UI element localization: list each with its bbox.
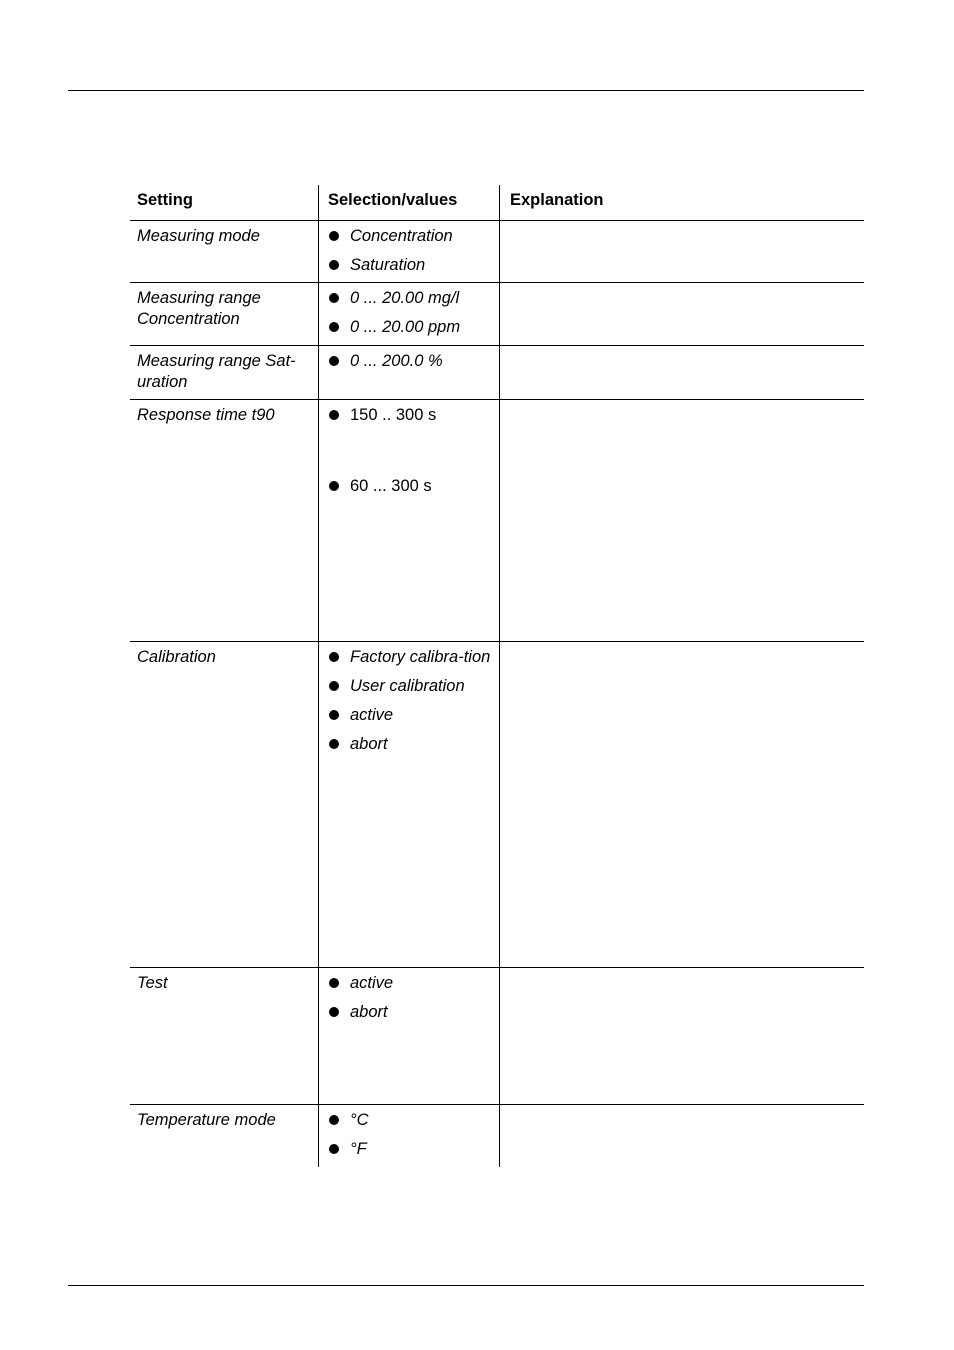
bullet-icon: [329, 1007, 339, 1017]
setting-cell: [130, 968, 318, 1104]
table-row: [130, 283, 864, 346]
list-item: Factory calibra-tion: [328, 647, 495, 668]
setting-cell: [130, 400, 318, 641]
table-row: [130, 346, 864, 400]
values-cell: [318, 346, 499, 399]
bullet-icon: [329, 710, 339, 720]
explanation-cell: [499, 400, 864, 641]
header-explanation: Explanation: [499, 185, 864, 220]
bullet-icon: [329, 322, 339, 332]
list-item: 0 ... 20.00 ppm: [328, 317, 495, 338]
explanation-cell: [499, 283, 864, 345]
list-item: °C: [328, 1110, 495, 1131]
settings-table: [130, 185, 864, 1167]
value-list: [328, 351, 495, 372]
table-row: [130, 221, 864, 283]
setting-label: Temperature mode: [137, 1111, 276, 1129]
bullet-icon: [329, 978, 339, 988]
list-item: User calibration: [328, 676, 495, 697]
list-item: °F: [328, 1139, 495, 1160]
setting-label: Measuring mode: [137, 227, 260, 245]
header-rule: [68, 90, 864, 91]
bullet-icon: [329, 260, 339, 270]
value-list: [328, 288, 495, 338]
value-list: [328, 973, 495, 1023]
table-header: [130, 185, 864, 221]
value-list: [328, 226, 495, 276]
bullet-icon: [329, 1144, 339, 1154]
setting-cell: [130, 283, 318, 345]
table-row: [130, 400, 864, 642]
list-item: abort: [328, 1002, 495, 1023]
values-cell: [318, 221, 499, 282]
setting-cell: [130, 221, 318, 282]
setting-cell: [130, 1105, 318, 1167]
setting-label: Measuring range Sat-uration: [137, 352, 296, 391]
setting-label: Measuring range Concentration: [137, 289, 261, 328]
value-list: [328, 405, 495, 497]
table-row: [130, 1105, 864, 1167]
table-row: [130, 642, 864, 968]
list-item: active: [328, 973, 495, 994]
bullet-icon: [329, 652, 339, 662]
list-item: Saturation: [328, 255, 495, 276]
bullet-icon: [329, 293, 339, 303]
header-selection-values: Selection/values: [318, 185, 499, 220]
table-row: [130, 968, 864, 1105]
bullet-icon: [329, 481, 339, 491]
values-cell: [318, 1105, 499, 1167]
setting-label: Test: [137, 974, 168, 992]
list-item: Concentration: [328, 226, 495, 247]
values-cell: [318, 968, 499, 1104]
bullet-icon: [329, 681, 339, 691]
explanation-cell: [499, 968, 864, 1104]
setting-label: Calibration: [137, 648, 216, 666]
setting-cell: [130, 346, 318, 399]
value-list: [328, 647, 495, 755]
setting-cell: [130, 642, 318, 967]
header-setting: Setting: [137, 191, 193, 209]
explanation-cell: [499, 346, 864, 399]
value-list: [328, 1110, 495, 1160]
setting-label: Response time t90: [137, 406, 275, 424]
bullet-icon: [329, 410, 339, 420]
explanation-cell: [499, 221, 864, 282]
bullet-icon: [329, 1115, 339, 1125]
list-item: 150 .. 300 s: [328, 405, 495, 426]
values-cell: [318, 283, 499, 345]
list-item: 60 ... 300 s: [328, 476, 495, 497]
list-item: 0 ... 20.00 mg/l: [328, 288, 495, 309]
explanation-cell: [499, 1105, 864, 1167]
bullet-icon: [329, 231, 339, 241]
footer-rule: [68, 1285, 864, 1286]
values-cell: [318, 400, 499, 641]
bullet-icon: [329, 739, 339, 749]
bullet-icon: [329, 356, 339, 366]
list-item: abort: [328, 734, 495, 755]
explanation-cell: [499, 642, 864, 967]
list-item: active: [328, 705, 495, 726]
values-cell: [318, 642, 499, 967]
list-item: 0 ... 200.0 %: [328, 351, 495, 372]
